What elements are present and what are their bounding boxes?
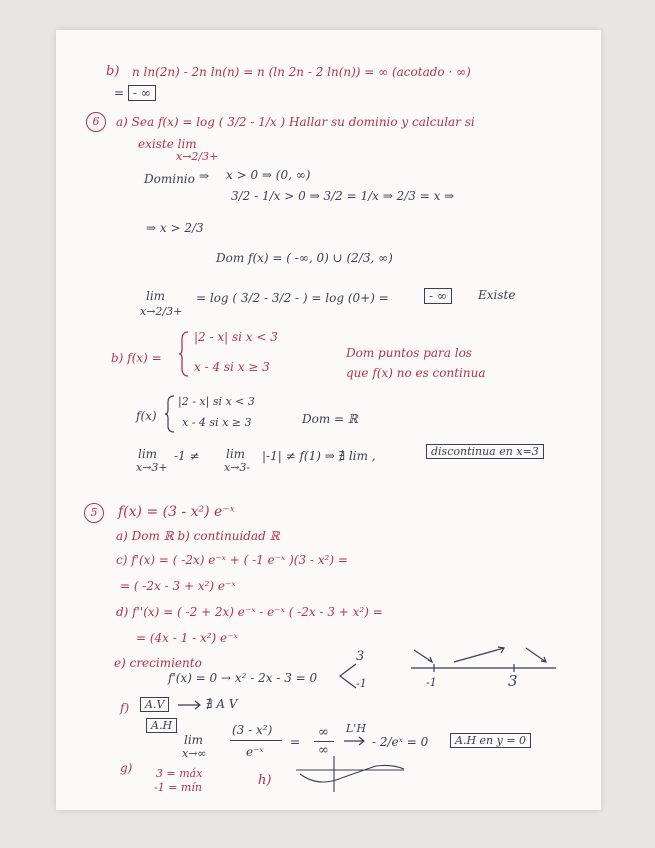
sec5-e-tick2: 3 [508,672,518,690]
sec6-lim: lim [146,289,166,303]
sec6-c-val1: -1 ≠ [174,449,200,463]
sec5-e-root1: 3 [356,649,365,664]
sec6-b-note1: Dom puntos para los [346,346,472,360]
sec6-lim-expression: = log ( 3/2 - 3/2 - ) = log (0+) = [196,291,389,305]
brace-icon [178,330,190,378]
sec6-a-statement-2: existe lim [138,137,197,151]
sec5-f-numerator: (3 - x²) [232,723,273,737]
sec6-c-val2: |-1| ≠ f(1) ⇒ ∄ lim , [262,449,376,463]
sec6-dominio-2: 3/2 - 1/x > 0 ⇒ 3/2 = 1/x ⇒ 2/3 = x ⇒ [231,189,455,203]
sec6-lim-exists: Existe [478,288,516,302]
sec5-e-equation: f'(x) = 0 → x² - 2x - 3 = 0 [168,671,318,685]
sec6-c-box-value: discontinua en x=3 [426,444,544,459]
sec6-b-case2: x - 4 si x ≥ 3 [194,360,270,374]
sec5-f-ah-result-box: A.H en y = 0 [450,733,531,748]
sec5-f-ah [146,718,177,733]
arrow-right-icon [344,736,366,746]
sec5-d1: d) f''(x) = ( -2 + 2x) e⁻ˣ - e⁻ˣ ( -2x - 3 + x²) = [116,605,383,619]
sec5b-boxed-answer: - ∞ [128,85,156,101]
sec6-c-lim1: lim [138,447,158,461]
sec6-dominio-3: ⇒ x > 2/3 [146,221,204,235]
sec6-a-lim-sub: x→2/3+ [176,150,219,163]
notebook-page [56,30,601,810]
sec6-domain-result: Dom f(x) = ( -∞, 0) ∪ (2/3, ∞) [216,251,393,265]
sec5-e-label: e) crecimiento [114,656,202,670]
sec5-e-tick1: -1 [426,676,437,689]
function-sketch-graph [296,752,406,792]
sec5-c2: = ( -2x - 3 + x²) e⁻ˣ [120,579,236,593]
sec5-e-root2: -1 [356,677,367,690]
sec5-f-ah-box: A.H [146,718,177,733]
sec5-ab: a) Dom ℝ b) continuidad ℝ [116,529,280,543]
sec5-c1: c) f'(x) = ( -2x) e⁻ˣ + ( -1 e⁻ˣ )(3 - x²) = [116,553,348,567]
sec6-b-note2: que f(x) no es continua [346,366,486,380]
arrow-right-icon [178,700,202,710]
sec5-f-inf-num: ∞ [318,725,329,740]
sec5-f-label: f) [120,701,130,715]
sec6-a-statement: a) Sea f(x) = log ( 3/2 - 1/x ) Hallar su dominio y calcular si [116,115,475,129]
sec5-g-min: -1 = mín [154,781,202,794]
fraction-bar [230,740,282,741]
sec5-f-av [140,697,169,712]
sec5-function: f(x) = (3 - x²) e⁻ˣ [118,504,235,520]
sec5b-result [114,85,156,101]
sec5-g-max: 3 = máx [156,767,203,780]
sec6-c-case1: |2 - x| si x < 3 [178,395,255,408]
sec5-h-label: h) [258,773,272,788]
sec5b-expression: n ln(2n) - 2n ln(n) = n (ln 2n - 2 ln(n)) = ∞ (acotado · ∞) [132,65,471,79]
sec5-d2: = (4x - 1 - x²) e⁻ˣ [136,631,238,645]
sec6-b-case1: |2 - x| si x < 3 [194,330,278,344]
sec5b-label: b) [106,64,120,79]
sec5b-equals: = [114,86,125,100]
sec6-lim-boxed [424,288,452,304]
fraction-bar [314,741,334,742]
sec6-c-boxed [426,444,544,459]
sec6-dominio-1: x > 0 ⇒ (0, ∞) [226,168,311,182]
sec6-c-lim2-sub: x→3- [224,461,251,474]
sec6-c-lim2: lim [226,447,246,461]
sec5-f-denominator: e⁻ˣ [246,745,264,759]
sec5-f-lim-sub: x→∞ [182,747,207,760]
section-6-number: 6 [86,112,106,132]
sec5-f-res: - 2/eˣ = 0 [372,735,429,749]
sec5-g-label: g) [120,761,133,775]
brace-icon [164,394,176,434]
section-5-number: 5 [84,503,104,523]
sec6-b-label: b) f(x) = [111,351,162,365]
sec6-dominio-label: Dominio [144,172,195,186]
sec5-f-eq: = [290,735,301,749]
sec5-f-lim: lim [184,733,204,747]
sec6-lim-box-value: - ∞ [424,288,452,304]
sec6-c-lim1-sub: x→3+ [136,461,168,474]
sec6-c-fx: f(x) [136,409,157,423]
sec5-f-inf-den: ∞ [318,743,329,758]
sec6-lim-sub: x→2/3+ [140,305,183,318]
sec5-f-lhopital: L'H [346,722,366,735]
sec5-f-av-box: A.V [140,697,169,712]
angle-bracket-icon [338,662,358,690]
sec6-c-dom: Dom = ℝ [302,412,358,426]
arrow-icon: ⇒ [199,169,210,183]
sec5-f-result: ∄ A V [206,697,238,711]
sec6-c-case2: x - 4 si x ≥ 3 [182,416,252,429]
sec5-f-ah-result [450,733,531,748]
